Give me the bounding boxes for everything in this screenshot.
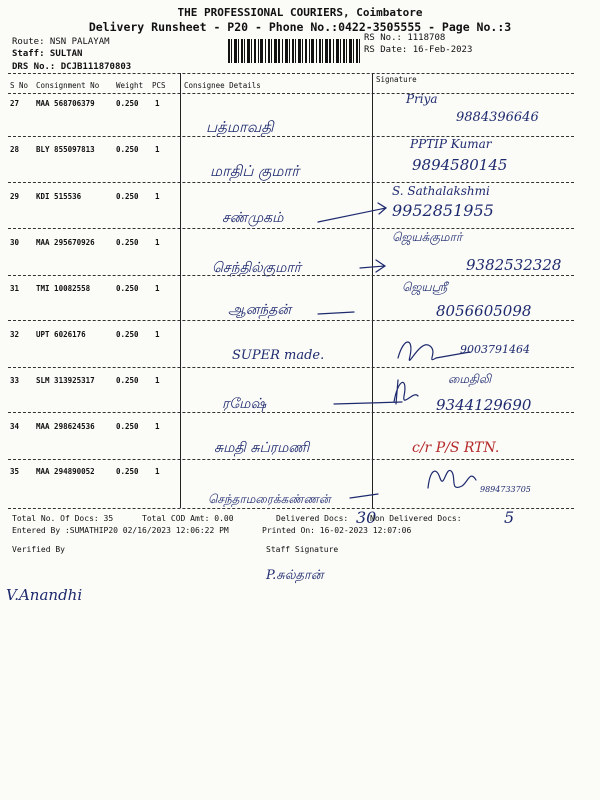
row-pcs: 1: [155, 145, 160, 154]
row-receiver-phone: 9344129690: [436, 396, 532, 414]
row-receiver-name: மைதிலி: [448, 372, 492, 386]
row-sno: 32: [10, 330, 20, 339]
row-weight: 0.250: [116, 145, 139, 154]
row-weight: 0.250: [116, 192, 139, 201]
row-consignee-handwriting: ரமேஷ்: [222, 396, 267, 412]
arrow-35: [350, 494, 378, 498]
row-receiver-phone: 9894733705: [480, 485, 531, 494]
signature-column-divider: [372, 73, 373, 508]
row-sno: 35: [10, 467, 20, 476]
staff-signature-label: Staff Signature: [266, 545, 339, 554]
row-consignee-handwriting: பத்மாவதி: [206, 118, 274, 136]
total-docs: Total No. Of Docs: 35: [12, 514, 114, 523]
row-weight: 0.250: [116, 99, 139, 108]
row-weight: 0.250: [116, 376, 139, 385]
col-sno: S No: [10, 81, 29, 90]
rs-number: RS No.: 1118708: [364, 33, 446, 43]
row-separator: [8, 367, 574, 368]
row-separator: [8, 320, 574, 321]
row-pcs: 1: [155, 330, 160, 339]
col-signature: Signature: [376, 75, 417, 84]
row-separator: [8, 182, 574, 183]
total-cod: Total COD Amt: 0.00: [142, 514, 234, 523]
row-weight: 0.250: [116, 284, 139, 293]
scribble-33: [394, 380, 418, 404]
non-delivered-docs-label: Non Delivered Docs:: [370, 514, 462, 523]
row-consignee-handwriting: SUPER made.: [232, 348, 325, 363]
row-consignee-handwriting: ஆனந்தன்: [228, 302, 291, 318]
row-sno: 31: [10, 284, 20, 293]
row-receiver-phone: 9952851955: [392, 201, 494, 220]
row-sno: 33: [10, 376, 20, 385]
delivered-docs-label: Delivered Docs:: [276, 514, 349, 523]
col-consignment: Consignment No: [36, 81, 100, 90]
row-pcs: 1: [155, 422, 160, 431]
row-receiver-phone: 9884396646: [456, 110, 539, 125]
delivered-docs-value: 30: [356, 508, 377, 527]
row-receiver-name: ஜெயஸ்ரீ: [402, 280, 448, 294]
route-text: Route: NSN PALAYAM: [12, 37, 110, 47]
row-sno: 29: [10, 192, 20, 201]
row-pcs: 1: [155, 376, 160, 385]
arrow-29: [318, 203, 386, 222]
row-pcs: 1: [155, 238, 160, 247]
row-consignment-no: UPT 6026176: [36, 330, 86, 339]
row-consignee-handwriting: செந்தாமரைக்கண்ணன்: [208, 492, 331, 506]
row-pcs: 1: [155, 467, 160, 476]
entered-by: Entered By :SUMATHIP20 02/16/2023 12:06:22 PM: [12, 526, 229, 535]
printed-on: Printed On: 16-02-2023 12:07:06: [262, 526, 412, 535]
row-pcs: 1: [155, 192, 160, 201]
row-weight: 0.250: [116, 238, 139, 247]
rs-date: RS Date: 16-Feb-2023: [364, 45, 473, 55]
scribble-35: [428, 470, 476, 488]
row-pcs: 1: [155, 99, 160, 108]
row-sno: 30: [10, 238, 20, 247]
row-consignment-no: KDI 515536: [36, 192, 82, 201]
row-consignment-no: TMI 10082558: [36, 284, 91, 293]
arrow-33: [334, 402, 402, 404]
table-bottom-rule: [8, 508, 574, 509]
row-separator: [8, 275, 574, 276]
runsheet-subtitle: Delivery Runsheet - P20 - Phone No.:0422-3505555 - Page No.:3: [88, 20, 512, 34]
row-separator: [8, 412, 574, 413]
row-consignee-handwriting: மாதிப் குமார்: [210, 162, 300, 180]
header-top-rule: [8, 73, 574, 74]
verified-by-label: Verified By: [12, 545, 65, 554]
row-receiver-phone: 9382532328: [466, 256, 562, 274]
row-consignment-no: MAA 294890052: [36, 467, 95, 476]
row-receiver-name: Priya: [406, 92, 438, 106]
arrow-31: [318, 312, 354, 314]
row-receiver-phone: 8056605098: [436, 302, 532, 320]
staff-signature: P.சுல்தான்: [266, 568, 324, 583]
col-pcs: PCS: [152, 81, 166, 90]
row-consignment-no: MAA 568706379: [36, 99, 95, 108]
row-receiver-name: S. Sathalakshmi: [392, 184, 490, 198]
row-weight: 0.250: [116, 330, 139, 339]
row-consignee-handwriting: சண்முகம்: [222, 210, 284, 226]
consignee-column-divider: [180, 73, 181, 508]
staff-text: Staff: SULTAN: [12, 49, 83, 59]
row-weight: 0.250: [116, 467, 139, 476]
barcode: [228, 39, 360, 63]
row-consignee-handwriting: சுமதி சுப்ரமணி: [214, 440, 310, 456]
row-pcs: 1: [155, 284, 160, 293]
row-sno: 27: [10, 99, 20, 108]
row-receiver-name: PPTIP Kumar: [410, 137, 492, 151]
row-sno: 28: [10, 145, 20, 154]
row-sno: 34: [10, 422, 20, 431]
row-receiver-name: ஜெயக்குமார்: [392, 230, 463, 244]
col-weight: Weight: [116, 81, 144, 90]
verifier-signature: V.Anandhi: [6, 586, 83, 604]
company-title: THE PROFESSIONAL COURIERS, Coimbatore: [177, 6, 423, 19]
row-separator: [8, 459, 574, 460]
row-consignment-no: MAA 295670926: [36, 238, 95, 247]
row-consignment-no: MAA 298624536: [36, 422, 95, 431]
row-consignee-handwriting: செந்தில்குமார்: [212, 260, 301, 276]
row-separator: [8, 228, 574, 229]
row-receiver-phone: 9894580145: [412, 156, 508, 174]
drs-number: DRS No.: DCJB111870803: [12, 62, 132, 72]
col-consignee: Consignee Details: [184, 81, 261, 90]
non-delivered-docs-value: 5: [504, 508, 515, 527]
return-annotation: c/r P/S RTN.: [412, 440, 500, 456]
row-receiver-phone: 9003791464: [460, 343, 530, 356]
row-consignment-no: BLY 855097813: [36, 145, 95, 154]
row-consignment-no: SLM 313925317: [36, 376, 95, 385]
header-bottom-rule: [8, 93, 574, 94]
row-weight: 0.250: [116, 422, 139, 431]
